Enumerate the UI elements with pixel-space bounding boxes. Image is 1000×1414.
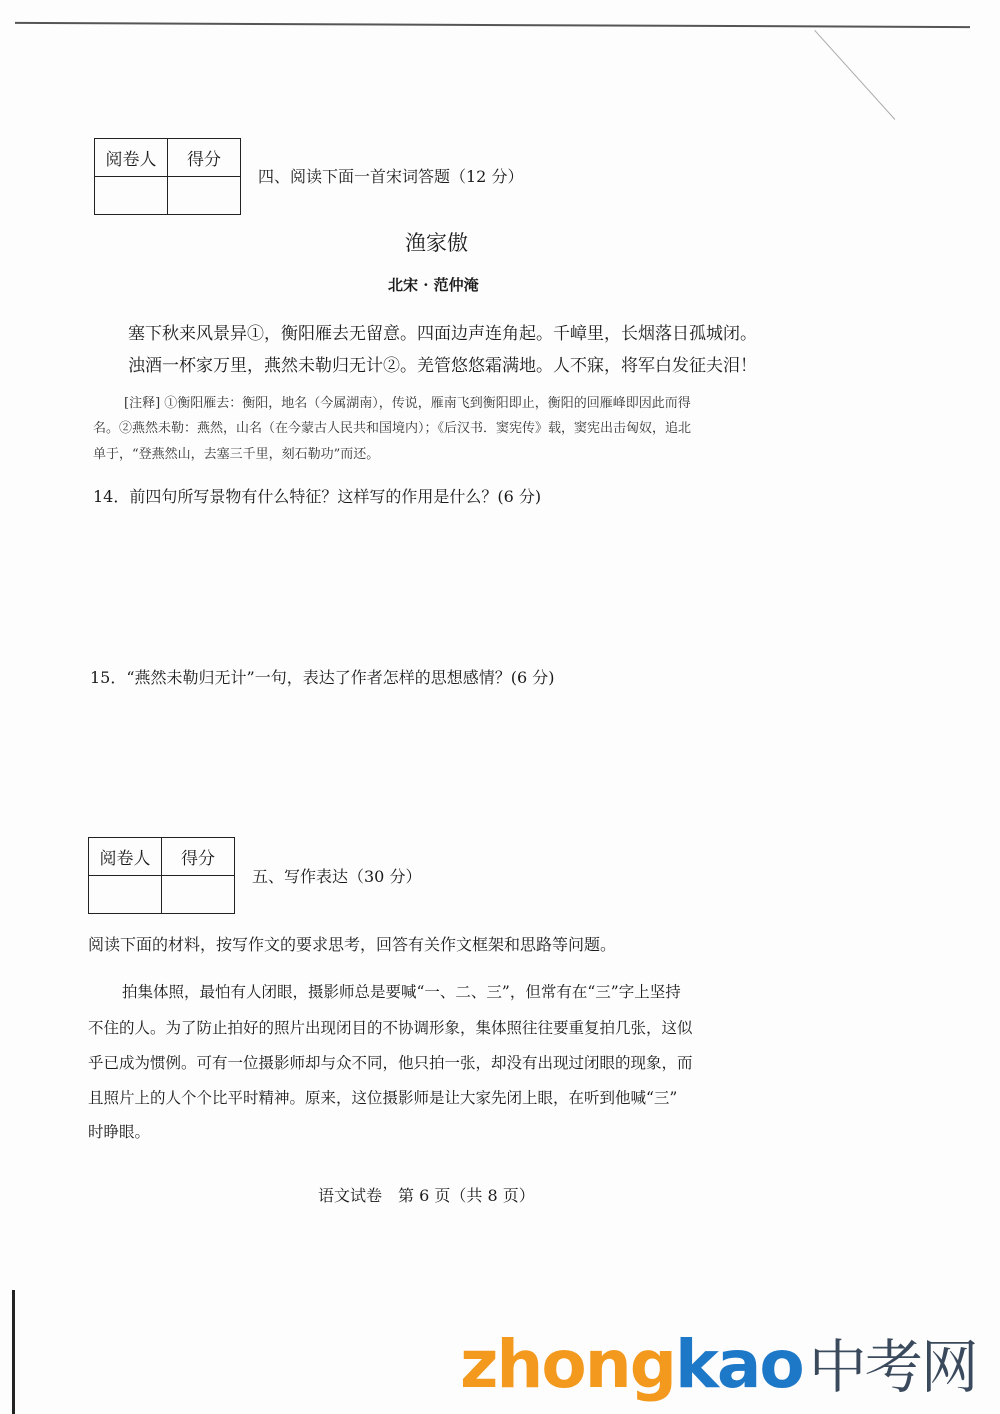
poem-author: 北宋 · 范仲淹: [388, 276, 479, 294]
question-14: 14．前四句所写景物有什么特征？这样写的作用是什么？(6 分): [93, 487, 542, 506]
question-15: 15．“燕然未勒归无计”一句，表达了作者怎样的思想感情？(6 分): [90, 668, 555, 687]
reviewer-label: 阅卷人: [95, 139, 168, 177]
scan-edge-bar: [12, 1290, 15, 1414]
material-line-3: 乎已成为惯例。可有一位摄影师却与众不同，他只拍一张，却没有出现过闭眼的现象，而: [88, 1054, 693, 1072]
scan-fold-line: [814, 30, 895, 120]
score-table-5: [88, 837, 235, 914]
reviewer-cell: [95, 177, 168, 215]
section-5-heading: 五、写作表达（30 分）: [252, 867, 422, 886]
material-line-1: 拍集体照，最怕有人闭眼，摄影师总是要喊“一、二、三”，但常有在“三”字上坚持: [122, 983, 681, 1001]
scan-edge-line: [15, 22, 970, 28]
writing-instruction: 阅读下面的材料，按写作文的要求思考，回答有关作文框架和思路等问题。: [88, 935, 617, 954]
reviewer-cell: [89, 876, 162, 914]
score-label: 得分: [162, 838, 235, 876]
poem-line-1: 塞下秋来风景异①，衡阳雁去无留意。四面边声连角起。千嶂里，长烟落日孤城闭。: [128, 324, 757, 344]
material-line-5: 时睁眼。: [88, 1123, 151, 1141]
note-line-3: 单于，“登燕然山，去塞三千里，刻石勒功”而还。: [93, 447, 380, 462]
material-line-4: 且照片上的人个个比平时精神。原来，这位摄影师是让大家先闭上眼，在听到他喊“三”: [88, 1089, 678, 1107]
section-4-heading: 四、阅读下面一首宋词答题（12 分）: [258, 167, 524, 186]
zhongkao-watermark-logo: [460, 1320, 977, 1404]
note-line-2: 名。②燕然未勒：燕然，山名（在今蒙古人民共和国境内）；《后汉书．窦宪传》载，窦宪出击匈奴，追北: [93, 421, 692, 436]
poem-line-2: 浊酒一杯家万里，燕然未勒归无计②。羌管悠悠霜满地。人不寐，将军白发征夫泪！: [128, 356, 757, 376]
poem-title: 渔家傲: [405, 231, 468, 255]
logo-part-zhong: zhong: [460, 1326, 675, 1403]
reviewer-label: 阅卷人: [89, 838, 162, 876]
score-table-4: [94, 138, 241, 215]
logo-part-kao: kao: [674, 1326, 803, 1403]
note-line-1: [注释] ①衡阳雁去：衡阳，地名（今属湖南），传说，雁南飞到衡阳即止，衡阳的回雁峰即因此而得: [124, 396, 691, 411]
score-label: 得分: [168, 139, 241, 177]
page-footer: 语文试卷 第 6 页（共 8 页）: [318, 1186, 535, 1205]
logo-part-cn: 中考网: [808, 1333, 977, 1401]
score-cell: [168, 177, 241, 215]
score-cell: [162, 876, 235, 914]
material-line-2: 不住的人。为了防止拍好的照片出现闭目的不协调形象，集体照往往要重复拍几张，这似: [88, 1019, 693, 1037]
